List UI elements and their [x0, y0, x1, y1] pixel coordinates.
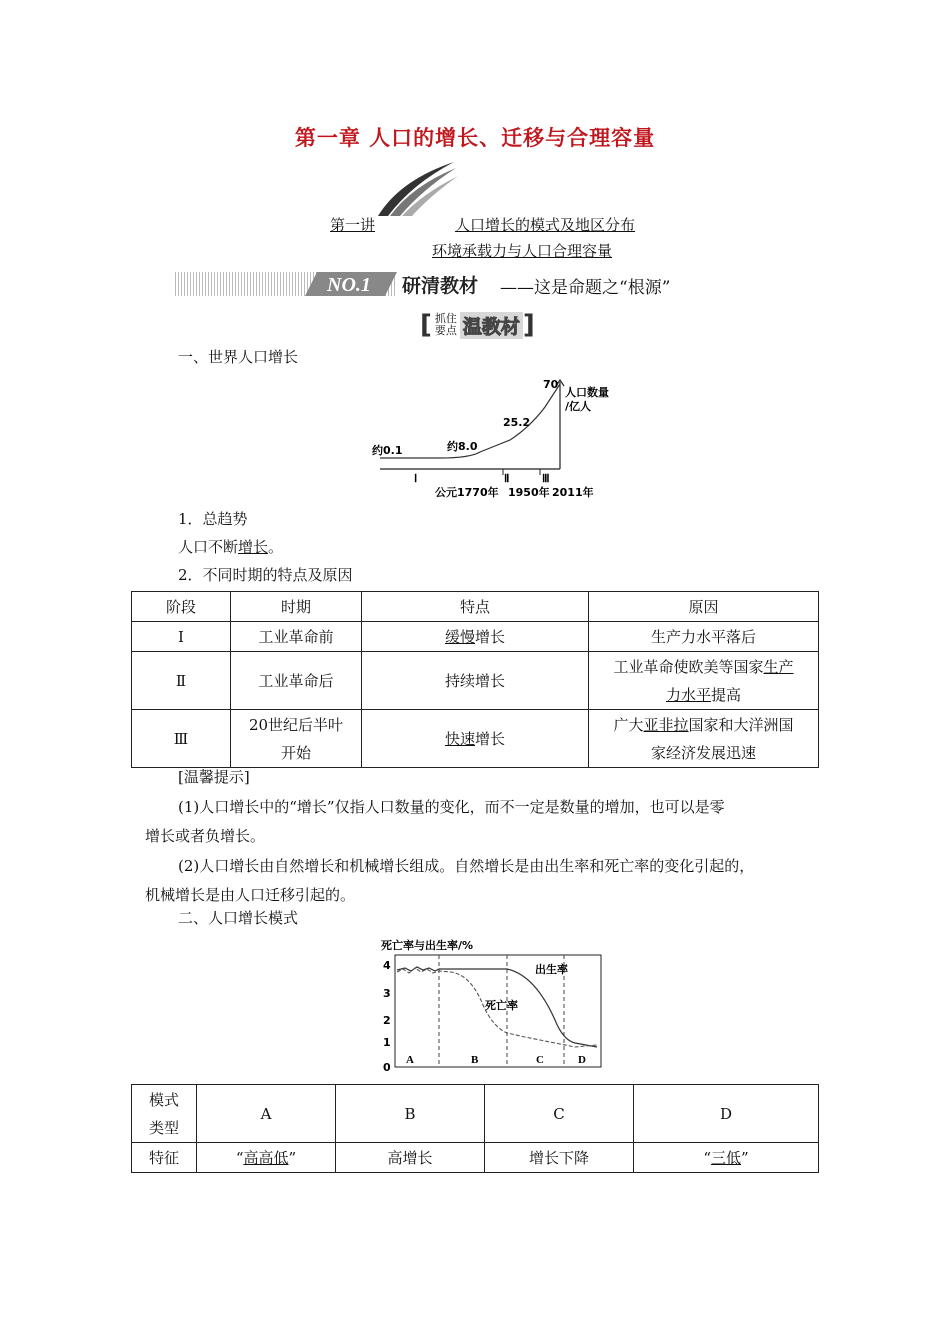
reason-underlined-2: 力水平 [665, 685, 711, 704]
cell-period [231, 710, 362, 768]
chart1-ylabel1: 人口数量 [565, 386, 609, 399]
section1-heading: 一、世界人口增长 [178, 348, 299, 366]
cell-stage: Ⅱ [132, 652, 231, 710]
chart1-stage1: Ⅰ [414, 473, 418, 485]
chart2-zone-a: A [406, 1054, 414, 1066]
feature-text: 增长 [475, 627, 506, 646]
table-header-row [132, 592, 819, 622]
period-text-b: 开始 [280, 743, 311, 762]
cell-a-underlined: 高高低 [243, 1148, 289, 1167]
cell-reason: 生产力水平落后 [589, 622, 819, 652]
tip2-line2: 机械增长是由人口迁移引起的。 [145, 886, 356, 904]
banner-no-text: NO.1 [327, 274, 371, 296]
chart2-ytick-3: 3 [383, 987, 391, 1000]
growth-modes-table [131, 1084, 819, 1173]
table-row [132, 622, 819, 652]
chart2-ylabel: 死亡率与出生率/% [381, 939, 474, 952]
chart2-zone-c: C [536, 1054, 544, 1066]
table-row [132, 1143, 819, 1173]
lecture-topic-1: 人口增长的模式及地区分布 [455, 216, 636, 234]
reason-text-b: 提高 [711, 685, 742, 704]
table-row [132, 710, 819, 768]
reason-text-a: 工业革命使欧美等国家 [613, 657, 764, 676]
table-row [132, 652, 819, 710]
chart1-x2: 1950年 [508, 486, 550, 499]
chart1-stage3: Ⅲ [542, 473, 550, 485]
tip1-line1: (1)人口增长中的“增长”仅指人口数量的变化，而不一定是数量的增加，也可以是零 [178, 798, 725, 816]
reason-text-c: 家经济发展迅速 [650, 743, 756, 762]
lecture-topic-2: 环境承载力与人口合理容量 [432, 242, 613, 260]
mode-header-a: 模式 [148, 1090, 179, 1109]
chart1-ylabel2: /亿人 [565, 400, 592, 413]
reason-underlined: 亚非拉 [643, 715, 689, 734]
banner-no-badge [305, 270, 397, 298]
chart2-birth-label: 出生率 [535, 963, 568, 976]
col-b: B [336, 1085, 485, 1143]
col-d: D [634, 1085, 819, 1143]
cell-d [634, 1143, 819, 1173]
chapter-title: 第一章 人口的增长、迁移与合理容量 [294, 126, 656, 150]
banner-main: 研清教材 [402, 275, 479, 297]
population-growth-chart [360, 372, 630, 502]
cell-period: 工业革命后 [231, 652, 362, 710]
mode-type-header [132, 1085, 197, 1143]
th-feature: 特点 [362, 592, 589, 622]
chart2-ytick-2: 2 [383, 1014, 391, 1027]
review-tag: [ 抓住 要点 温教材 ] [420, 310, 535, 340]
item2-title: 2．不同时期的特点及原因 [178, 566, 353, 584]
col-a: A [197, 1085, 336, 1143]
feature-underlined: 快速 [444, 729, 475, 748]
swoosh-decoration [370, 160, 460, 218]
col-c: C [485, 1085, 634, 1143]
chart1-v4: 70 [543, 378, 559, 391]
birth-death-rate-chart [375, 935, 615, 1077]
table-row [132, 1085, 819, 1143]
chart2-ytick-0: 0 [383, 1061, 391, 1074]
tag-small-2: 要点 [434, 324, 457, 337]
feature-underlined: 缓慢 [444, 627, 475, 646]
cell-stage: Ⅲ [132, 710, 231, 768]
chart1-v2: 约8.0 [447, 440, 478, 453]
cell-period: 工业革命前 [231, 622, 362, 652]
cell-feature [362, 710, 589, 768]
chart2-ytick-4: 4 [383, 959, 391, 972]
item1-text-pre: 人口不断 [178, 538, 239, 556]
chart2-ytick-1: 1 [383, 1036, 391, 1049]
cell-feature: 持续增长 [362, 652, 589, 710]
chart2-zone-b: B [471, 1054, 479, 1066]
item1-text-underlined: 增长 [238, 538, 269, 556]
period-text-a: 20世纪后半叶 [248, 715, 344, 734]
cell-c: 增长下降 [485, 1143, 634, 1173]
cell-feature [362, 622, 589, 652]
chart1-x3: 2011年 [552, 486, 594, 499]
cell-stage: Ⅰ [132, 622, 231, 652]
chart2-death-label: 死亡率 [485, 999, 518, 1012]
th-period: 时期 [231, 592, 362, 622]
quote-close: ” [288, 1148, 297, 1167]
reason-underlined-1: 生产 [763, 657, 794, 676]
chart1-x1: 公元1770年 [435, 486, 499, 499]
section2-heading: 二、人口增长模式 [178, 909, 299, 927]
th-stage: 阶段 [132, 592, 231, 622]
item1-text-post: 。 [268, 538, 284, 556]
mode-header-b: 类型 [148, 1118, 179, 1137]
th-reason: 原因 [589, 592, 819, 622]
reason-text-a: 广大 [613, 715, 644, 734]
feature-label: 特征 [132, 1143, 197, 1173]
cell-reason [589, 652, 819, 710]
tip1-line2: 增长或者负增长。 [145, 827, 266, 845]
lecture-label: 第一讲 [330, 216, 376, 234]
tag-small-1: 抓住 [434, 312, 457, 325]
stages-table [131, 591, 819, 768]
quote-close: ” [741, 1148, 749, 1167]
item1-text [178, 536, 283, 557]
cell-b: 高增长 [336, 1143, 485, 1173]
chart1-stage2: Ⅱ [504, 473, 510, 485]
reason-text-b: 国家和大洋洲国 [688, 715, 794, 734]
quote-open: “ [235, 1148, 244, 1167]
tip2-line1: (2)人口增长由自然增长和机械增长组成。自然增长是由出生率和死亡率的变化引起的， [178, 857, 755, 875]
chart1-v1: 约0.1 [372, 444, 403, 457]
feature-text: 增长 [475, 729, 506, 748]
item1-title: 1．总趋势 [178, 510, 248, 528]
banner-sub: ——这是命题之“根源” [500, 278, 671, 298]
tip-title: [温馨提示] [178, 768, 250, 786]
chart1-v3: 25.2 [503, 416, 531, 429]
cell-d-underlined: 三低 [710, 1148, 741, 1167]
cell-reason [589, 710, 819, 768]
tag-big: 温教材 [460, 312, 523, 339]
cell-a [197, 1143, 336, 1173]
quote-open: “ [703, 1148, 711, 1167]
chart2-zone-d: D [578, 1054, 586, 1066]
